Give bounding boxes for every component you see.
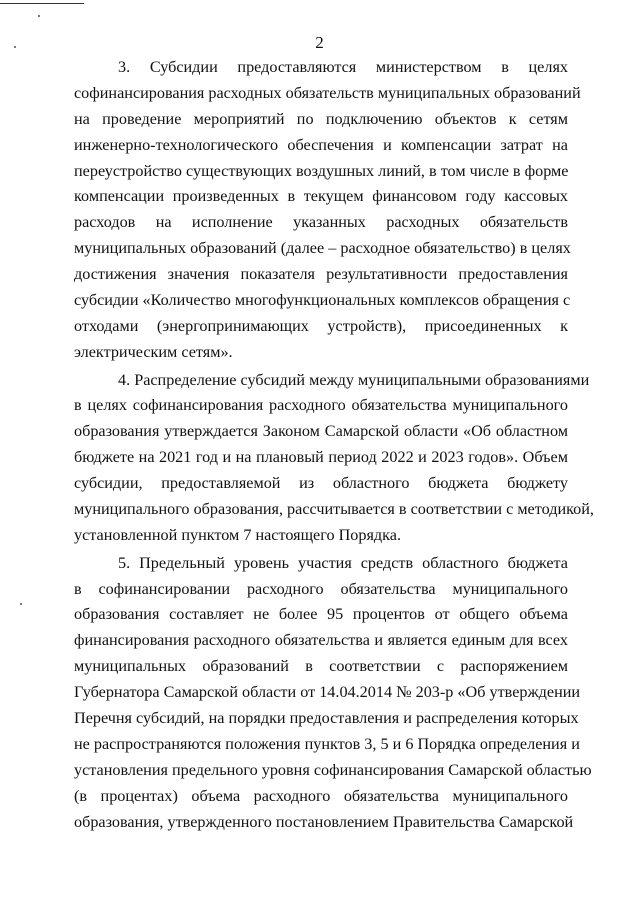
text-line: субсидии, предоставляемой из областного бюджета бюджету bbox=[74, 474, 568, 493]
text-line: (в процентах) объема расходного обязательства муниципального bbox=[74, 786, 568, 805]
document-body bbox=[74, 55, 594, 836]
text-line: отходами (энергопринимающих устройств), присоединенных к bbox=[74, 316, 568, 335]
text-line: установления предельного уровня софинансирования Самарской областью bbox=[74, 760, 592, 779]
page-number: 2 bbox=[315, 33, 324, 52]
text-line: образования, утвержденного постановлением Правительства Самарской bbox=[74, 812, 574, 831]
text-line: в софинансировании расходного обязательства муниципального bbox=[74, 579, 568, 598]
text-line: Губернатора Самарской области от 14.04.2014 № 203-р «Об утверждении bbox=[74, 683, 581, 702]
text-line: муниципального образования, рассчитывается в соответствии с методикой, bbox=[74, 500, 594, 519]
header-rule bbox=[0, 3, 84, 4]
text-line: образования составляет не более 95 процентов от общего объема bbox=[74, 605, 568, 624]
text-line: образования утверждается Законом Самарской области «Об областном bbox=[74, 422, 568, 441]
text-line: достижения значения показателя результативности предоставления bbox=[74, 265, 568, 284]
text-line: субсидии «Количество многофункциональных комплексов обращения с bbox=[74, 291, 571, 310]
text-line: переустройство существующих воздушных линий, в том числе в форме bbox=[74, 161, 569, 180]
text-line: софинансирования расходных обязательств муниципальных образований bbox=[74, 83, 581, 102]
text-line: на проведение мероприятий по подключению объектов к сетям bbox=[74, 109, 568, 128]
text-line: 3. Субсидии предоставляются министерством в целях bbox=[118, 58, 568, 76]
text-line: 4. Распределение субсидий между муниципальными образованиями bbox=[118, 370, 590, 389]
text-line: в целях софинансирования расходного обязательства муниципального bbox=[74, 396, 568, 415]
text-line: муниципальных образований в соответствии с распоряжением bbox=[74, 657, 568, 676]
scan-speck bbox=[20, 603, 22, 605]
text-line: муниципальных образований (далее – расходное обязательство) в целях bbox=[74, 239, 571, 258]
text-line: Перечня субсидий, на порядки предоставления и распределения которых bbox=[74, 709, 579, 728]
text-line: электрическим сетям». bbox=[74, 342, 233, 361]
text-line: финансирования расходного обязательства и является единым для всех bbox=[74, 631, 568, 650]
text-line: бюджете на 2021 год и на плановый период 2022 и 2023 годов». Объем bbox=[74, 448, 568, 467]
scan-speck bbox=[38, 15, 40, 17]
text-line: не распространяются положения пунктов 3, 5 и 6 Порядка определения и bbox=[74, 734, 580, 753]
text-line: установленной пунктом 7 настоящего Порядка. bbox=[74, 525, 402, 544]
text-line: расходов на исполнение указанных расходных обязательств bbox=[74, 213, 568, 232]
paragraph-5 bbox=[74, 551, 592, 836]
paragraph-3 bbox=[74, 55, 581, 366]
text-line: 5. Предельный уровень участия средств областного бюджета bbox=[118, 553, 568, 572]
text-line: компенсации произведенных в текущем финансовом году кассовых bbox=[74, 187, 568, 206]
text-line: инженерно-технологического обеспечения и компенсации затрат на bbox=[74, 135, 568, 154]
paragraph-4 bbox=[74, 368, 594, 549]
